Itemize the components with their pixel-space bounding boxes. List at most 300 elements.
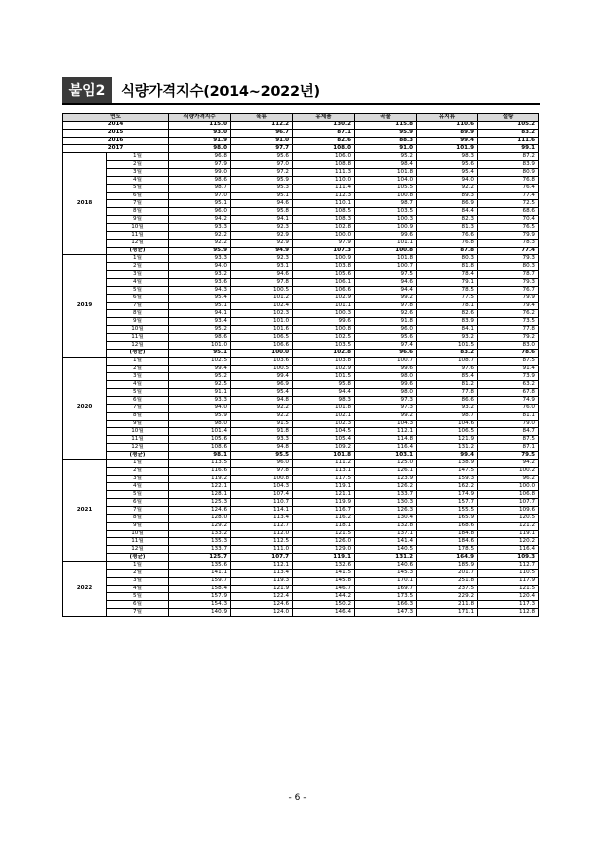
value-cell: 97.0 <box>169 192 231 200</box>
value-cell: 130.3 <box>355 499 417 507</box>
value-cell: 117.9 <box>478 577 539 585</box>
value-cell: 125.3 <box>169 499 231 507</box>
value-cell: 98.3 <box>417 153 478 161</box>
table-row <box>63 255 539 263</box>
value-cell: 117.5 <box>293 475 355 483</box>
value-cell: 102.9 <box>293 294 355 302</box>
average-label-cell: (평균) <box>107 247 169 255</box>
value-cell: 201.7 <box>417 569 478 577</box>
value-cell: 93.2 <box>417 334 478 342</box>
table-row <box>63 396 539 404</box>
value-cell: 146.7 <box>293 585 355 593</box>
value-cell: 99.1 <box>478 145 539 153</box>
month-cell: 7월 <box>107 404 169 412</box>
value-cell: 101.8 <box>355 255 417 263</box>
month-cell: 1월 <box>107 255 169 263</box>
value-cell: 95.2 <box>169 373 231 381</box>
value-cell: 95.2 <box>169 326 231 334</box>
attachment-tag: 붙임2 <box>62 77 112 103</box>
value-cell: 94.9 <box>231 247 293 255</box>
month-cell: 4월 <box>107 585 169 593</box>
value-cell: 95.2 <box>355 153 417 161</box>
value-cell: 107.7 <box>478 499 539 507</box>
value-cell: 76.8 <box>417 239 478 247</box>
month-cell: 2월 <box>107 569 169 577</box>
month-cell: 3월 <box>107 169 169 177</box>
value-cell: 104.0 <box>355 176 417 184</box>
value-cell: 80.9 <box>478 169 539 177</box>
value-cell: 112.5 <box>231 538 293 546</box>
value-cell: 72.5 <box>478 200 539 208</box>
value-cell: 124.6 <box>169 506 231 514</box>
table-row <box>63 341 539 349</box>
month-cell: 9월 <box>107 420 169 428</box>
value-cell: 99.4 <box>231 373 293 381</box>
value-cell: 95.1 <box>231 192 293 200</box>
value-cell: 93.3 <box>169 224 231 232</box>
value-cell: 121.5 <box>478 585 539 593</box>
value-cell: 99.0 <box>169 169 231 177</box>
value-cell: 93.2 <box>417 404 478 412</box>
table-row <box>63 444 539 452</box>
month-cell: 5월 <box>107 593 169 601</box>
table-row-annual <box>63 145 539 153</box>
value-cell: 157.9 <box>169 593 231 601</box>
value-cell: 97.7 <box>231 145 293 153</box>
value-cell: 102.8 <box>293 224 355 232</box>
table-row <box>63 208 539 216</box>
value-cell: 119.3 <box>231 577 293 585</box>
month-cell: 3월 <box>107 373 169 381</box>
value-cell: 147.5 <box>417 467 478 475</box>
year-cell: 2015 <box>63 129 169 137</box>
value-cell: 102.3 <box>293 420 355 428</box>
page-number: - 6 - <box>288 793 307 803</box>
value-cell: 81.2 <box>417 381 478 389</box>
value-cell: 110.5 <box>478 569 539 577</box>
value-cell: 108.8 <box>293 161 355 169</box>
month-cell: 2월 <box>107 365 169 373</box>
value-cell: 100.7 <box>355 263 417 271</box>
value-cell: 121.9 <box>231 585 293 593</box>
value-cell: 113.4 <box>231 569 293 577</box>
value-cell: 105.6 <box>169 436 231 444</box>
value-cell: 122.1 <box>169 483 231 491</box>
table-row <box>63 436 539 444</box>
value-cell: 99.6 <box>355 381 417 389</box>
table-row <box>63 467 539 475</box>
value-cell: 118.1 <box>293 522 355 530</box>
value-cell: 111.2 <box>293 459 355 467</box>
table-row <box>63 420 539 428</box>
value-cell: 126.0 <box>293 538 355 546</box>
table-row <box>63 538 539 546</box>
value-cell: 95.4 <box>417 169 478 177</box>
value-cell: 99.2 <box>355 294 417 302</box>
value-cell: 99.4 <box>169 365 231 373</box>
value-cell: 95.9 <box>231 176 293 184</box>
value-cell: 115.0 <box>169 121 231 129</box>
value-cell: 109.3 <box>478 554 539 562</box>
month-cell: 9월 <box>107 318 169 326</box>
value-cell: 154.3 <box>169 601 231 609</box>
value-cell: 70.4 <box>478 216 539 224</box>
value-cell: 112.1 <box>231 561 293 569</box>
value-cell: 105.5 <box>355 184 417 192</box>
food-price-index-table <box>62 113 539 617</box>
value-cell: 81.1 <box>478 412 539 420</box>
value-cell: 112.1 <box>355 428 417 436</box>
value-cell: 93.4 <box>169 318 231 326</box>
table-row <box>63 318 539 326</box>
value-cell: 79.5 <box>478 451 539 459</box>
month-cell: 6월 <box>107 294 169 302</box>
month-cell: 2월 <box>107 467 169 475</box>
value-cell: 83.9 <box>478 161 539 169</box>
value-cell: 94.8 <box>231 444 293 452</box>
table-row <box>63 286 539 294</box>
value-cell: 110.0 <box>293 176 355 184</box>
month-cell: 10월 <box>107 530 169 538</box>
value-cell: 105.2 <box>478 121 539 129</box>
value-cell: 79.0 <box>478 420 539 428</box>
value-cell: 95.6 <box>231 153 293 161</box>
value-cell: 133.7 <box>355 491 417 499</box>
value-cell: 91.0 <box>231 137 293 145</box>
value-cell: 110.7 <box>231 499 293 507</box>
table-row <box>63 530 539 538</box>
month-cell: 5월 <box>107 184 169 192</box>
table-row-average <box>63 349 539 357</box>
value-cell: 101.9 <box>417 145 478 153</box>
month-cell: 1월 <box>107 459 169 467</box>
value-cell: 121.9 <box>417 436 478 444</box>
value-cell: 106.6 <box>293 286 355 294</box>
value-cell: 100.8 <box>231 475 293 483</box>
value-cell: 119.1 <box>293 483 355 491</box>
value-cell: 128.0 <box>169 514 231 522</box>
value-cell: 94.1 <box>169 310 231 318</box>
month-cell: 11월 <box>107 334 169 342</box>
value-cell: 98.6 <box>169 176 231 184</box>
value-cell: 86.6 <box>417 396 478 404</box>
year-cell: 2014 <box>63 121 169 129</box>
value-cell: 106.5 <box>231 334 293 342</box>
value-cell: 79.2 <box>478 334 539 342</box>
value-cell: 110.6 <box>417 121 478 129</box>
value-cell: 98.0 <box>169 420 231 428</box>
value-cell: 79.4 <box>478 302 539 310</box>
month-cell: 1월 <box>107 357 169 365</box>
value-cell: 114.8 <box>355 436 417 444</box>
value-cell: 174.9 <box>417 491 478 499</box>
value-cell: 76.2 <box>478 310 539 318</box>
value-cell: 91.9 <box>169 137 231 145</box>
value-cell: 99.6 <box>355 365 417 373</box>
value-cell: 96.0 <box>169 208 231 216</box>
value-cell: 184.8 <box>417 530 478 538</box>
value-cell: 93.6 <box>169 279 231 287</box>
table-row <box>63 326 539 334</box>
header-cell: 육류 <box>231 114 293 122</box>
month-cell: 10월 <box>107 326 169 334</box>
value-cell: 97.4 <box>355 341 417 349</box>
value-cell: 101.8 <box>293 451 355 459</box>
value-cell: 123.9 <box>355 475 417 483</box>
value-cell: 95.8 <box>231 208 293 216</box>
value-cell: 95.6 <box>355 334 417 342</box>
value-cell: 103.8 <box>293 357 355 365</box>
value-cell: 87.5 <box>478 436 539 444</box>
table-body <box>63 121 539 616</box>
value-cell: 124.0 <box>231 609 293 617</box>
value-cell: 102.9 <box>293 365 355 373</box>
value-cell: 130.4 <box>355 514 417 522</box>
value-cell: 129.2 <box>169 522 231 530</box>
table-row <box>63 224 539 232</box>
table-header-row <box>63 114 539 122</box>
value-cell: 141.5 <box>293 569 355 577</box>
value-cell: 101.4 <box>169 428 231 436</box>
table-row <box>63 184 539 192</box>
value-cell: 101.8 <box>293 404 355 412</box>
table-row <box>63 169 539 177</box>
value-cell: 89.3 <box>417 192 478 200</box>
month-cell: 7월 <box>107 609 169 617</box>
value-cell: 76.7 <box>478 286 539 294</box>
value-cell: 141.4 <box>355 538 417 546</box>
value-cell: 100.2 <box>478 467 539 475</box>
value-cell: 144.2 <box>293 593 355 601</box>
value-cell: 251.8 <box>417 577 478 585</box>
value-cell: 93.3 <box>169 255 231 263</box>
value-cell: 96.9 <box>231 381 293 389</box>
value-cell: 97.3 <box>355 404 417 412</box>
value-cell: 92.9 <box>231 231 293 239</box>
value-cell: 100.0 <box>231 349 293 357</box>
value-cell: 113.5 <box>169 459 231 467</box>
value-cell: 120.5 <box>478 514 539 522</box>
value-cell: 100.9 <box>355 224 417 232</box>
value-cell: 124.6 <box>231 601 293 609</box>
value-cell: 92.6 <box>355 310 417 318</box>
value-cell: 94.3 <box>169 286 231 294</box>
value-cell: 126.2 <box>355 483 417 491</box>
table-row <box>63 561 539 569</box>
value-cell: 92.2 <box>231 412 293 420</box>
value-cell: 97.8 <box>231 467 293 475</box>
value-cell: 119.9 <box>293 499 355 507</box>
month-cell: 12월 <box>107 239 169 247</box>
value-cell: 101.5 <box>417 341 478 349</box>
value-cell: 93.3 <box>231 436 293 444</box>
value-cell: 115.8 <box>355 121 417 129</box>
value-cell: 91.5 <box>231 420 293 428</box>
value-cell: 104.3 <box>231 483 293 491</box>
value-cell: 76.0 <box>478 404 539 412</box>
value-cell: 78.3 <box>478 239 539 247</box>
value-cell: 77.4 <box>478 192 539 200</box>
value-cell: 112.8 <box>478 609 539 617</box>
value-cell: 101.2 <box>231 294 293 302</box>
value-cell: 82.6 <box>417 310 478 318</box>
value-cell: 79.1 <box>417 279 478 287</box>
value-cell: 103.8 <box>293 263 355 271</box>
month-cell: 4월 <box>107 483 169 491</box>
value-cell: 145.8 <box>293 577 355 585</box>
value-cell: 131.2 <box>417 444 478 452</box>
value-cell: 155.5 <box>417 506 478 514</box>
value-cell: 83.9 <box>417 318 478 326</box>
value-cell: 91.8 <box>355 318 417 326</box>
month-cell: 1월 <box>107 561 169 569</box>
value-cell: 103.1 <box>355 451 417 459</box>
value-cell: 106.5 <box>417 428 478 436</box>
value-cell: 112.3 <box>293 192 355 200</box>
value-cell: 120.2 <box>478 538 539 546</box>
value-cell: 108.6 <box>169 444 231 452</box>
value-cell: 100.3 <box>293 310 355 318</box>
month-cell: 7월 <box>107 302 169 310</box>
month-cell: 8월 <box>107 310 169 318</box>
value-cell: 77.5 <box>417 294 478 302</box>
value-cell: 95.1 <box>169 200 231 208</box>
table-row <box>63 412 539 420</box>
value-cell: 84.1 <box>417 326 478 334</box>
value-cell: 93.1 <box>231 263 293 271</box>
value-cell: 165.9 <box>417 514 478 522</box>
value-cell: 135.6 <box>169 561 231 569</box>
value-cell: 96.2 <box>478 475 539 483</box>
value-cell: 116.4 <box>478 546 539 554</box>
value-cell: 128.1 <box>169 491 231 499</box>
value-cell: 79.9 <box>478 294 539 302</box>
value-cell: 98.7 <box>355 200 417 208</box>
table-row <box>63 569 539 577</box>
value-cell: 101.8 <box>355 169 417 177</box>
year-group-cell: 2022 <box>63 561 107 616</box>
year-group-cell: 2021 <box>63 459 107 561</box>
value-cell: 119.1 <box>478 530 539 538</box>
value-cell: 96.0 <box>355 326 417 334</box>
table-row <box>63 475 539 483</box>
value-cell: 95.9 <box>355 129 417 137</box>
value-cell: 126.3 <box>355 506 417 514</box>
month-cell: 6월 <box>107 499 169 507</box>
value-cell: 98.0 <box>169 145 231 153</box>
value-cell: 131.2 <box>355 554 417 562</box>
value-cell: 125.7 <box>169 554 231 562</box>
value-cell: 105.6 <box>293 271 355 279</box>
value-cell: 99.4 <box>417 137 478 145</box>
year-group-cell: 2019 <box>63 255 107 357</box>
table-row <box>63 357 539 365</box>
value-cell: 132.6 <box>293 561 355 569</box>
value-cell: 76.6 <box>417 231 478 239</box>
value-cell: 77.8 <box>417 389 478 397</box>
value-cell: 101.0 <box>169 341 231 349</box>
value-cell: 94.4 <box>293 389 355 397</box>
month-cell: 3월 <box>107 475 169 483</box>
value-cell: 68.6 <box>478 208 539 216</box>
value-cell: 78.4 <box>417 271 478 279</box>
value-cell: 106.6 <box>231 341 293 349</box>
value-cell: 112.7 <box>478 561 539 569</box>
value-cell: 96.7 <box>231 129 293 137</box>
value-cell: 87.1 <box>293 129 355 137</box>
value-cell: 112.0 <box>231 530 293 538</box>
value-cell: 100.8 <box>355 192 417 200</box>
table-row <box>63 310 539 318</box>
value-cell: 150.2 <box>293 601 355 609</box>
value-cell: 114.1 <box>231 506 293 514</box>
value-cell: 74.9 <box>478 396 539 404</box>
value-cell: 95.4 <box>169 294 231 302</box>
value-cell: 119.2 <box>169 475 231 483</box>
value-cell: 171.1 <box>417 609 478 617</box>
month-cell: 6월 <box>107 396 169 404</box>
year-group-cell: 2020 <box>63 357 107 459</box>
average-label-cell: (평균) <box>107 451 169 459</box>
value-cell: 178.5 <box>417 546 478 554</box>
value-cell: 106.8 <box>478 491 539 499</box>
value-cell: 99.2 <box>355 412 417 420</box>
value-cell: 122.4 <box>231 593 293 601</box>
value-cell: 97.6 <box>417 365 478 373</box>
month-cell: 11월 <box>107 538 169 546</box>
value-cell: 88.3 <box>355 137 417 145</box>
month-cell: 1월 <box>107 153 169 161</box>
value-cell: 94.2 <box>169 216 231 224</box>
value-cell: 109.6 <box>478 506 539 514</box>
value-cell: 169.7 <box>355 585 417 593</box>
value-cell: 112.2 <box>231 121 293 129</box>
value-cell: 166.3 <box>355 601 417 609</box>
value-cell: 170.1 <box>355 577 417 585</box>
value-cell: 159.7 <box>169 577 231 585</box>
value-cell: 100.7 <box>355 357 417 365</box>
value-cell: 102.5 <box>169 357 231 365</box>
value-cell: 97.5 <box>355 271 417 279</box>
title-bar <box>62 77 540 103</box>
value-cell: 116.7 <box>293 506 355 514</box>
average-label-cell: (평균) <box>107 554 169 562</box>
month-cell: 8월 <box>107 412 169 420</box>
value-cell: 99.6 <box>293 318 355 326</box>
value-cell: 101.1 <box>355 239 417 247</box>
table-row <box>63 263 539 271</box>
value-cell: 140.9 <box>169 609 231 617</box>
value-cell: 173.5 <box>355 593 417 601</box>
value-cell: 63.2 <box>478 381 539 389</box>
value-cell: 96.0 <box>231 459 293 467</box>
value-cell: 133.2 <box>169 530 231 538</box>
value-cell: 101.1 <box>293 302 355 310</box>
value-cell: 73.9 <box>478 373 539 381</box>
value-cell: 95.8 <box>293 381 355 389</box>
table-row-annual <box>63 137 539 145</box>
value-cell: 104.6 <box>417 420 478 428</box>
value-cell: 106.1 <box>293 279 355 287</box>
value-cell: 96.8 <box>169 153 231 161</box>
value-cell: 102.8 <box>293 349 355 357</box>
value-cell: 87.8 <box>417 247 478 255</box>
table-row <box>63 389 539 397</box>
value-cell: 120.4 <box>478 593 539 601</box>
value-cell: 92.2 <box>417 184 478 192</box>
value-cell: 78.6 <box>478 349 539 357</box>
value-cell: 104.5 <box>293 428 355 436</box>
